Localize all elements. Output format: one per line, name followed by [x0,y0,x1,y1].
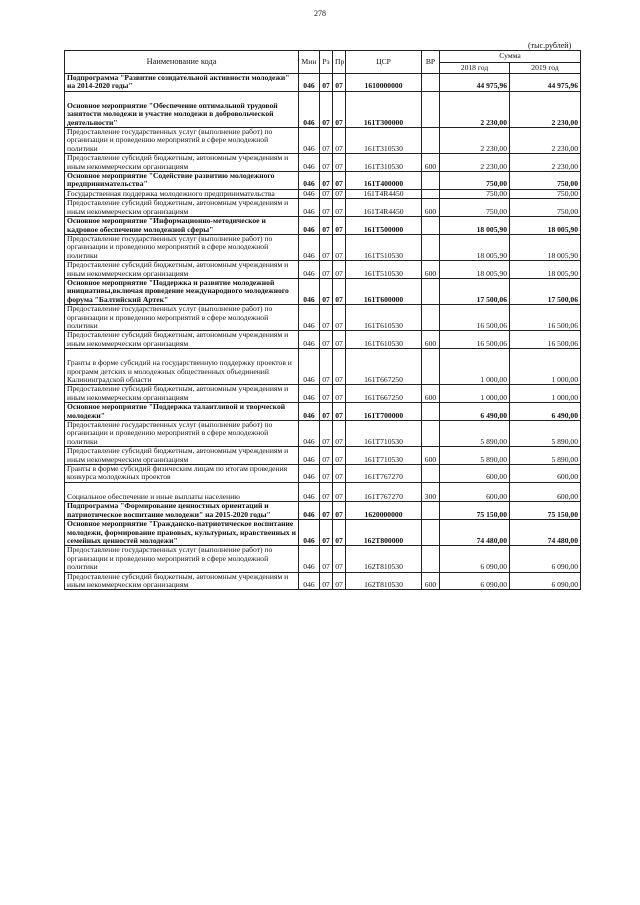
row-name: Предоставление субсидий бюджетным, автономным учреждениям и иным некоммерческим организациям [65,154,299,172]
row-value-2019: 2 230,00 [510,128,581,154]
row-value-2019: 2 230,00 [510,154,581,172]
row-min: 046 [299,447,320,465]
row-min: 046 [299,305,320,331]
row-rz: 07 [320,199,333,217]
row-pr: 07 [333,331,346,349]
row-name: Предоставление субсидий бюджетным, автономным учреждениям и иным некоммерческим организациям [65,199,299,217]
table-row [65,447,581,465]
row-value-2018: 5 890,00 [440,447,510,465]
row-rz: 07 [320,349,333,385]
row-name: Подпрограмма "Развитие созидательной активности молодежи" на 2014-2020 годы" [65,74,299,92]
row-value-2019: 6 090,00 [510,572,581,590]
table-row [65,331,581,349]
row-value-2019: 75 150,00 [510,502,581,520]
row-name: Основное мероприятие "Поддержка талантливой и творческой молодежи" [65,403,299,421]
row-pr: 07 [333,91,346,127]
row-pr: 07 [333,217,346,235]
row-value-2019: 750,00 [510,199,581,217]
row-min: 046 [299,349,320,385]
row-pr: 07 [333,421,346,447]
row-rz: 07 [320,421,333,447]
row-value-2019: 17 500,06 [510,278,581,304]
row-value-2019: 18 005,90 [510,217,581,235]
row-vr [422,520,440,546]
row-vr [422,74,440,92]
row-rz: 07 [320,217,333,235]
row-csr: 161T300000 [346,91,422,127]
row-pr: 07 [333,385,346,403]
row-value-2018: 1 000,00 [440,349,510,385]
row-value-2018: 600,00 [440,465,510,483]
row-pr: 07 [333,447,346,465]
table-row [65,385,581,403]
row-value-2019: 1 000,00 [510,349,581,385]
row-csr: 161T610530 [346,305,422,331]
row-vr [422,421,440,447]
row-name: Предоставление государственных услуг (выполнение работ) по организации и проведению мероприятий в сфере молодежной политики [65,305,299,331]
row-min: 046 [299,403,320,421]
row-csr: 161T400000 [346,172,422,190]
row-value-2018: 5 890,00 [440,421,510,447]
header-2019: 2019 год [510,63,581,74]
row-name: Государственная поддержка молодежного предпринимательства [65,189,299,198]
row-name: Основное мероприятие "Гражданско-патриотическое воспитание молодежи, формирование правовых, культурных, нравственных и семейных ценностей молодежи" [65,520,299,546]
table-row [65,189,581,198]
row-value-2019: 600,00 [510,465,581,483]
header-rz: Рз [320,51,333,74]
row-min: 046 [299,172,320,190]
row-value-2018: 6 490,00 [440,403,510,421]
row-vr [422,502,440,520]
row-name: Основное мероприятие "Содействие развитию молодежного предпринимательства" [65,172,299,190]
row-csr: 161T510530 [346,261,422,279]
row-min: 046 [299,465,320,483]
row-value-2019: 18 005,90 [510,234,581,260]
row-value-2018: 16 500,06 [440,305,510,331]
row-vr: 600 [422,385,440,403]
row-vr [422,278,440,304]
row-pr: 07 [333,278,346,304]
row-csr: 161T310530 [346,154,422,172]
table-row [65,217,581,235]
table-row [65,572,581,590]
row-min: 046 [299,74,320,92]
table-row [65,465,581,483]
table-row [65,234,581,260]
row-pr: 07 [333,305,346,331]
table-row [65,154,581,172]
row-csr: 161T767270 [346,465,422,483]
row-vr: 600 [422,261,440,279]
row-value-2019: 6 490,00 [510,403,581,421]
row-min: 046 [299,91,320,127]
row-csr: 161T767270 [346,482,422,501]
row-min: 046 [299,261,320,279]
row-vr [422,172,440,190]
row-pr: 07 [333,128,346,154]
row-vr [422,465,440,483]
header-pr: Пр [333,51,346,74]
row-csr: 162T810530 [346,546,422,572]
row-rz: 07 [320,502,333,520]
row-csr: 1620000000 [346,502,422,520]
row-rz: 07 [320,465,333,483]
row-value-2019: 18 005,90 [510,261,581,279]
row-rz: 07 [320,154,333,172]
row-vr [422,128,440,154]
table-row [65,403,581,421]
row-name: Предоставление государственных услуг (выполнение работ) по организации и проведению мероприятий в сфере молодежной политики [65,234,299,260]
row-rz: 07 [320,278,333,304]
row-rz: 07 [320,520,333,546]
row-min: 046 [299,234,320,260]
row-pr: 07 [333,465,346,483]
row-rz: 07 [320,172,333,190]
row-csr: 161T4R4450 [346,199,422,217]
table-row [65,128,581,154]
row-vr: 600 [422,199,440,217]
row-value-2018: 17 500,06 [440,278,510,304]
table-row [65,482,581,501]
table-row [65,261,581,279]
row-csr: 161T600000 [346,278,422,304]
row-value-2018: 75 150,00 [440,502,510,520]
table-row [65,278,581,304]
row-name: Предоставление субсидий бюджетным, автономным учреждениям и иным некоммерческим организациям [65,572,299,590]
table-row [65,91,581,127]
row-value-2019: 74 480,00 [510,520,581,546]
header-min: Мин [299,51,320,74]
row-vr: 600 [422,331,440,349]
row-name: Предоставление субсидий бюджетным, автономным учреждениям и иным некоммерческим организациям [65,447,299,465]
row-value-2019: 2 230,00 [510,91,581,127]
row-csr: 162T800000 [346,520,422,546]
table-row [65,199,581,217]
row-pr: 07 [333,261,346,279]
row-min: 046 [299,331,320,349]
row-rz: 07 [320,482,333,501]
row-value-2018: 18 005,90 [440,234,510,260]
row-csr: 161T667250 [346,385,422,403]
table-row [65,305,581,331]
row-value-2018: 18 005,90 [440,261,510,279]
row-name: Предоставление субсидий бюджетным, автономным учреждениям и иным некоммерческим организациям [65,331,299,349]
row-name [65,349,299,385]
row-vr: 600 [422,154,440,172]
row-name [65,91,299,127]
row-value-2018: 74 480,00 [440,520,510,546]
row-csr: 161T500000 [346,217,422,235]
units-label: (тыс.рублей) [528,41,572,50]
row-rz: 07 [320,74,333,92]
row-name-text: Основное мероприятие "Обеспечение оптимальной трудовой занятости молодежи и участие молодежи в добровольческой деятельности" [67,100,278,127]
row-name: Предоставление субсидий бюджетным, автономным учреждениям и иным некоммерческим организациям [65,385,299,403]
table-row [65,520,581,546]
row-name: Предоставление государственных услуг (выполнение работ) по организации и проведению мероприятий в сфере молодежной политики [65,128,299,154]
row-name: Предоставление государственных услуг (выполнение работ) по организации и проведению мероприятий в сфере молодежной политики [65,546,299,572]
row-name: Гранты в форме субсидий физическим лицам по итогам проведения конкурса молодежных проектов [65,465,299,483]
row-min: 046 [299,502,320,520]
table-row [65,349,581,385]
row-value-2019: 16 500,06 [510,305,581,331]
table-row [65,546,581,572]
row-rz: 07 [320,331,333,349]
row-name-text: Социальное обеспечение и иные выплаты населению [67,491,240,501]
row-vr [422,91,440,127]
row-vr [422,234,440,260]
row-csr: 161T4R4450 [346,189,422,198]
row-rz: 07 [320,305,333,331]
row-vr [422,546,440,572]
row-vr [422,189,440,198]
row-rz: 07 [320,128,333,154]
row-csr: 162T810530 [346,572,422,590]
row-pr: 07 [333,572,346,590]
table-row [65,172,581,190]
row-vr [422,217,440,235]
row-csr: 161T710530 [346,421,422,447]
row-value-2019: 16 500,06 [510,331,581,349]
row-min: 046 [299,278,320,304]
row-value-2018: 750,00 [440,199,510,217]
budget-table [64,50,581,590]
row-name: Предоставление субсидий бюджетным, автономным учреждениям и иным некоммерческим организациям [65,261,299,279]
page-number: 278 [314,9,326,18]
row-value-2019: 1 000,00 [510,385,581,403]
row-value-2018: 44 975,96 [440,74,510,92]
row-pr: 07 [333,172,346,190]
row-name: Основное мероприятие "Информационно-методическое и кадровое обеспечение молодежной сферы" [65,217,299,235]
row-pr: 07 [333,520,346,546]
row-min: 046 [299,520,320,546]
row-name: Предоставление государственных услуг (выполнение работ) по организации и проведению мероприятий в сфере молодежной политики [65,421,299,447]
row-min: 046 [299,572,320,590]
row-value-2019: 750,00 [510,172,581,190]
row-value-2018: 16 500,06 [440,331,510,349]
row-rz: 07 [320,189,333,198]
row-rz: 07 [320,261,333,279]
row-vr: 600 [422,572,440,590]
row-vr [422,305,440,331]
row-name [65,482,299,501]
row-min: 046 [299,128,320,154]
row-rz: 07 [320,572,333,590]
row-value-2018: 2 230,00 [440,154,510,172]
row-name-text: Гранты в форме субсидий на государственную поддержку проектов и программ детских и молодежных общественных объединений Калининградской области [67,358,292,384]
row-value-2019: 5 890,00 [510,447,581,465]
row-value-2019: 5 890,00 [510,421,581,447]
header-sum: Сумма [440,51,581,63]
row-csr: 161T310530 [346,128,422,154]
header-csr: ЦСР [346,51,422,74]
table-row [65,74,581,92]
row-value-2019: 600,00 [510,482,581,501]
row-csr: 161T667250 [346,349,422,385]
budget-table-body [65,74,581,590]
row-value-2019: 44 975,96 [510,74,581,92]
row-pr: 07 [333,546,346,572]
row-value-2018: 6 090,00 [440,546,510,572]
row-value-2018: 2 230,00 [440,91,510,127]
row-rz: 07 [320,403,333,421]
row-value-2018: 750,00 [440,189,510,198]
row-pr: 07 [333,502,346,520]
row-name: Основное мероприятие "Поддержка и развитие молодежной инициативы,включая проведение международного молодежного форума "Балтийский Артек" [65,278,299,304]
row-value-2019: 6 090,00 [510,546,581,572]
row-csr: 161T700000 [346,403,422,421]
row-min: 046 [299,546,320,572]
row-rz: 07 [320,385,333,403]
row-value-2018: 1 000,00 [440,385,510,403]
header-vr: ВР [422,51,440,74]
row-csr: 161T610530 [346,331,422,349]
row-rz: 07 [320,546,333,572]
row-csr: 1610000000 [346,74,422,92]
row-rz: 07 [320,234,333,260]
row-value-2019: 750,00 [510,189,581,198]
row-min: 046 [299,154,320,172]
row-pr: 07 [333,199,346,217]
row-min: 046 [299,217,320,235]
row-pr: 07 [333,349,346,385]
row-vr: 300 [422,482,440,501]
header-name: Наименование кода [65,51,299,74]
row-value-2018: 2 230,00 [440,128,510,154]
row-value-2018: 600,00 [440,482,510,501]
row-min: 046 [299,189,320,198]
row-pr: 07 [333,403,346,421]
row-csr: 161T710530 [346,447,422,465]
row-vr [422,403,440,421]
row-min: 046 [299,199,320,217]
row-value-2018: 6 090,00 [440,572,510,590]
table-row [65,421,581,447]
table-row [65,502,581,520]
row-pr: 07 [333,154,346,172]
row-value-2018: 18 005,90 [440,217,510,235]
row-vr: 600 [422,447,440,465]
row-vr [422,349,440,385]
header-2018: 2018 год [440,63,510,74]
row-pr: 07 [333,482,346,501]
row-rz: 07 [320,91,333,127]
row-min: 046 [299,421,320,447]
row-name: Подпрограмма "Формирование ценностных ориентаций и патриотическое воспитание молодежи" на 2015-2020 годы" [65,502,299,520]
row-value-2018: 750,00 [440,172,510,190]
row-rz: 07 [320,447,333,465]
row-min: 046 [299,385,320,403]
row-pr: 07 [333,74,346,92]
row-pr: 07 [333,234,346,260]
row-min: 046 [299,482,320,501]
row-pr: 07 [333,189,346,198]
row-csr: 161T510530 [346,234,422,260]
